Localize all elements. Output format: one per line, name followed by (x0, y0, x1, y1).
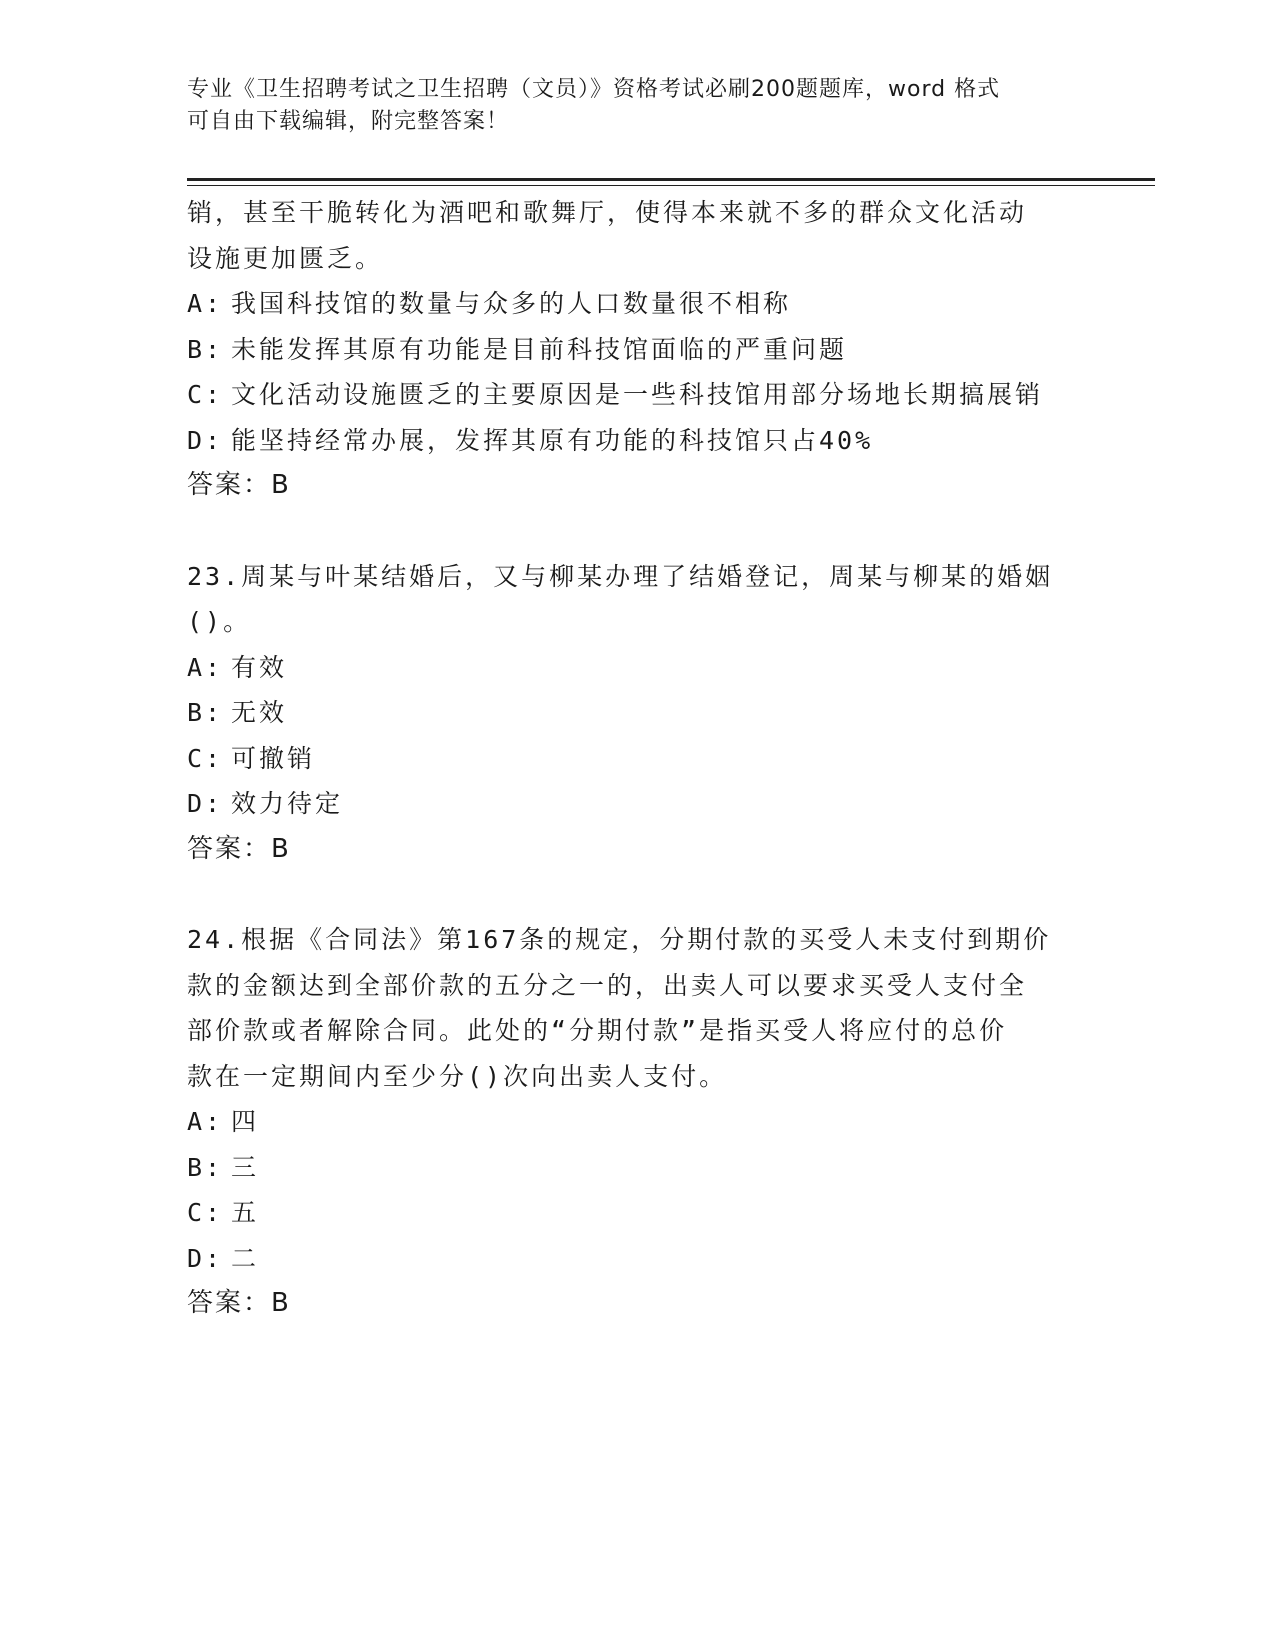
option-d (187, 418, 1087, 464)
option-c (187, 372, 1087, 418)
header-divider-thick (187, 178, 1155, 181)
question-text-line: 设施更加匮乏。 (187, 243, 384, 273)
option-b (187, 690, 1087, 736)
option-text: 可撤销 (231, 743, 316, 773)
option-label: B: (187, 1152, 224, 1182)
question-text-line: ()。 (187, 607, 252, 636)
header-line-2: 可自由下载编辑，附完整答案！ (187, 109, 510, 134)
option-text: 能坚持经常办展，发挥其原有功能的科技馆只占40% (231, 425, 874, 455)
option-label: C: (187, 743, 224, 773)
option-d (187, 781, 1087, 827)
header-line-1: 专业《卫生招聘考试之卫生招聘（文员）》资格考试必刷200题题库，word 格式 (187, 77, 1001, 102)
option-a (187, 645, 1087, 691)
option-label: B: (187, 698, 224, 727)
option-label: A: (187, 289, 224, 318)
answer-line: 答案：B (187, 833, 291, 864)
option-text: 我国科技馆的数量与众多的人口数量很不相称 (231, 289, 792, 318)
option-text: 二 (231, 1243, 260, 1273)
option-text: 未能发挥其原有功能是目前科技馆面临的严重问题 (231, 334, 848, 364)
question-text-line: 销，甚至干脆转化为酒吧和歌舞厅，使得本来就不多的群众文化活动 (187, 198, 1028, 227)
answer-line: 答案：B (187, 470, 291, 500)
option-a (187, 1099, 1087, 1145)
option-label: B: (187, 334, 224, 364)
option-b (187, 1145, 1087, 1191)
option-label: A: (187, 652, 224, 682)
option-d (187, 1236, 1087, 1282)
option-text: 文化活动设施匮乏的主要原因是一些科技馆用部分场地长期搞展销 (231, 380, 1044, 409)
question-text-line: 款在一定期间内至少分()次向出卖人支付。 (187, 1061, 728, 1091)
header-divider-thin (187, 185, 1155, 186)
question-22 (187, 190, 1087, 509)
option-text: 无效 (231, 698, 288, 727)
question-text-line: 部价款或者解除合同。此处的“分期付款”是指买受人将应付的总价 (187, 1016, 1008, 1045)
page-header (187, 74, 1067, 138)
option-label: C: (187, 380, 224, 409)
option-b (187, 327, 1087, 373)
option-text: 五 (231, 1198, 260, 1227)
option-label: D: (187, 425, 224, 455)
option-text: 三 (231, 1152, 260, 1182)
option-text: 有效 (231, 652, 288, 682)
question-spacer (187, 509, 1087, 554)
question-text-line: 款的金额达到全部价款的五分之一的，出卖人可以要求买受人支付全 (187, 970, 1028, 1000)
answer-line: 答案：B (187, 1288, 291, 1318)
question-spacer (187, 872, 1087, 917)
option-label: D: (187, 1243, 224, 1273)
question-text-line: 24.根据《合同法》第167条的规定，分期付款的买受人未支付到期价 (187, 925, 1052, 954)
option-c (187, 736, 1087, 782)
option-text: 四 (231, 1107, 260, 1136)
option-text: 效力待定 (231, 789, 344, 818)
option-label: D: (187, 789, 224, 818)
option-label: C: (187, 1198, 224, 1227)
question-text-line: 23.周某与叶某结婚后，又与柳某办理了结婚登记，周某与柳某的婚姻 (187, 561, 1054, 591)
option-label: A: (187, 1107, 224, 1136)
question-23 (187, 554, 1087, 873)
option-c (187, 1190, 1087, 1236)
question-content (187, 190, 1087, 1327)
option-a (187, 281, 1087, 327)
question-24 (187, 917, 1087, 1327)
